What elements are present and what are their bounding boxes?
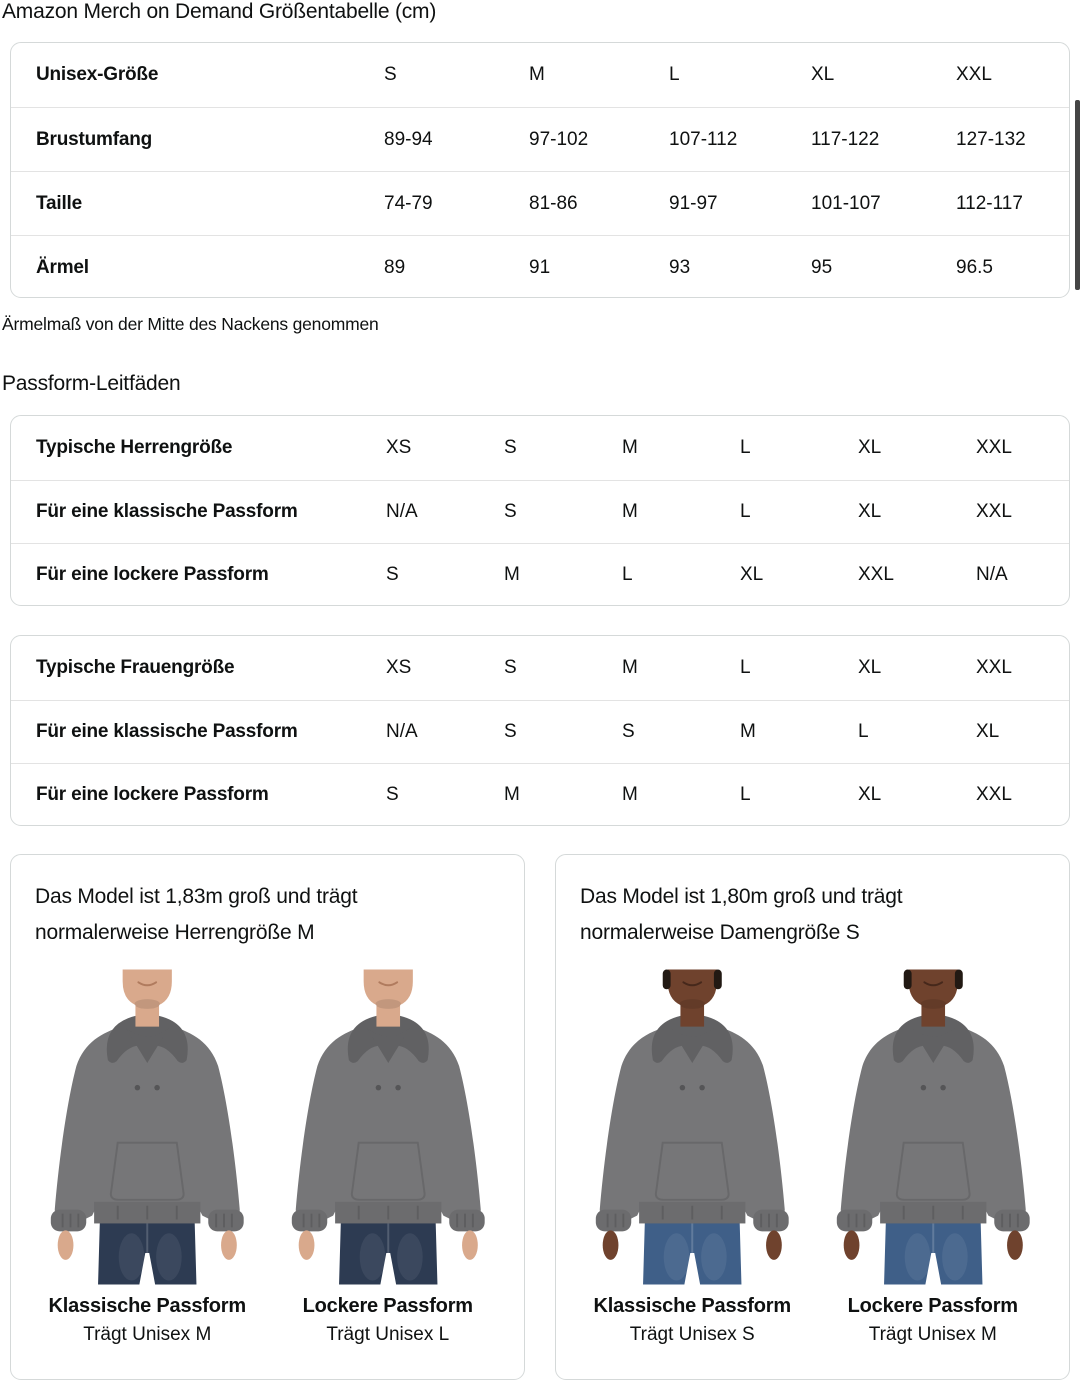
unisex-size-table [10,42,1070,298]
fit-caption: Klassische Passform [593,1295,791,1317]
row-label: Taille [36,192,82,214]
table-cell: S [386,784,399,806]
table-cell: S [504,436,517,458]
table-cell: S [504,500,517,522]
table-cell: L [740,436,751,458]
table-cell: M [622,656,638,678]
table-cell: S [504,656,517,678]
table-row [11,700,1069,764]
fit-guides-heading: Passform-Leitfäden [2,372,181,395]
table-cell: 97-102 [529,128,589,150]
female-loose-fit-photo [825,967,1042,1287]
male-loose-fit-photo [280,967,497,1287]
table-cell: N/A [386,500,418,522]
fit-caption: Lockere Passform [847,1295,1018,1317]
womens-fit-table [10,635,1070,826]
table-cell: 81-86 [529,192,578,214]
table-cell: XS [386,436,412,458]
fit-caption: Klassische Passform [48,1295,246,1317]
table-cell: XL [858,436,882,458]
male-model-card [10,854,525,1380]
classic-fit-figure [39,967,256,1346]
loose-fit-figure [825,967,1042,1346]
row-label: Für eine klassische Passform [36,500,298,522]
table-cell: M [740,720,756,742]
row-label: Für eine lockere Passform [36,564,269,586]
table-cell: N/A [386,720,418,742]
table-cell: XXL [976,500,1012,522]
table-cell: S [622,720,635,742]
table-cell: N/A [976,564,1008,586]
table-cell: M [529,64,545,85]
table-cell: XL [976,720,1000,742]
table-cell: 89 [384,256,406,278]
table-cell: 117-122 [811,128,880,150]
table-cell: S [386,564,399,586]
table-cell: 89-94 [384,128,433,150]
table-cell: 74-79 [384,192,433,214]
mens-fit-table [10,415,1070,606]
page-title: Amazon Merch on Demand Größentabelle (cm) [2,0,437,23]
row-label: Brustumfang [36,128,153,150]
table-row [11,416,1069,480]
table-cell: XL [811,64,835,85]
table-row [11,763,1069,826]
table-cell: XL [858,500,882,522]
table-cell: M [504,784,520,806]
classic-fit-figure [584,967,801,1346]
table-row [11,171,1069,235]
table-row [11,107,1069,171]
table-row [11,43,1069,107]
row-label: Für eine lockere Passform [36,784,269,806]
table-cell: XXL [956,64,992,85]
table-cell: XS [386,656,412,678]
table-cell: L [740,656,751,678]
table-row [11,543,1069,606]
fit-caption: Lockere Passform [302,1295,473,1317]
female-model-card [555,854,1070,1380]
table-cell: 112-117 [956,192,1023,214]
male-classic-fit-photo [39,967,256,1287]
table-cell: L [622,564,633,586]
table-cell: 91 [529,256,551,278]
table-cell: S [504,720,517,742]
table-cell: 107-112 [669,128,738,150]
table-cell: L [669,64,680,85]
table-cell: XL [858,784,882,806]
table-cell: 101-107 [811,192,881,214]
row-label: Ärmel [36,256,89,278]
table-cell: L [740,500,751,522]
table-cell: M [622,500,638,522]
row-label: Unisex-Größe [36,64,159,85]
size-caption: Trägt Unisex M [868,1324,997,1345]
table-cell: 91-97 [669,192,718,214]
table-cell: L [740,784,751,806]
table-row [11,235,1069,298]
table-cell: S [384,64,397,85]
table-cell: 127-132 [956,128,1026,150]
scrollbar-thumb[interactable] [1075,100,1080,290]
size-caption: Trägt Unisex M [83,1324,212,1345]
table-cell: XXL [976,436,1012,458]
model-description: Das Model ist 1,80m groß und trägt normalerweise Damengröße S [580,885,903,944]
size-caption: Trägt Unisex L [326,1324,450,1345]
loose-fit-figure [280,967,497,1346]
table-cell: XXL [976,784,1012,806]
table-cell: 95 [811,256,833,278]
table-cell: XL [740,564,764,586]
female-classic-fit-photo [584,967,801,1287]
sleeve-measure-note: Ärmelmaß von der Mitte des Nackens genommen [2,314,379,334]
row-label: Typische Herrengröße [36,436,233,458]
table-cell: XL [858,656,882,678]
model-description: Das Model ist 1,83m groß und trägt normalerweise Herrengröße M [35,885,358,944]
table-cell: M [622,784,638,806]
row-label: Typische Frauengröße [36,656,235,678]
row-label: Für eine klassische Passform [36,720,298,742]
table-cell: XXL [858,564,894,586]
table-cell: 93 [669,256,691,278]
table-cell: XXL [976,656,1012,678]
size-caption: Trägt Unisex S [629,1324,755,1345]
table-row [11,480,1069,544]
table-cell: L [858,720,869,742]
table-cell: 96.5 [956,256,993,278]
table-cell: M [504,564,520,586]
table-row [11,636,1069,700]
table-cell: M [622,436,638,458]
